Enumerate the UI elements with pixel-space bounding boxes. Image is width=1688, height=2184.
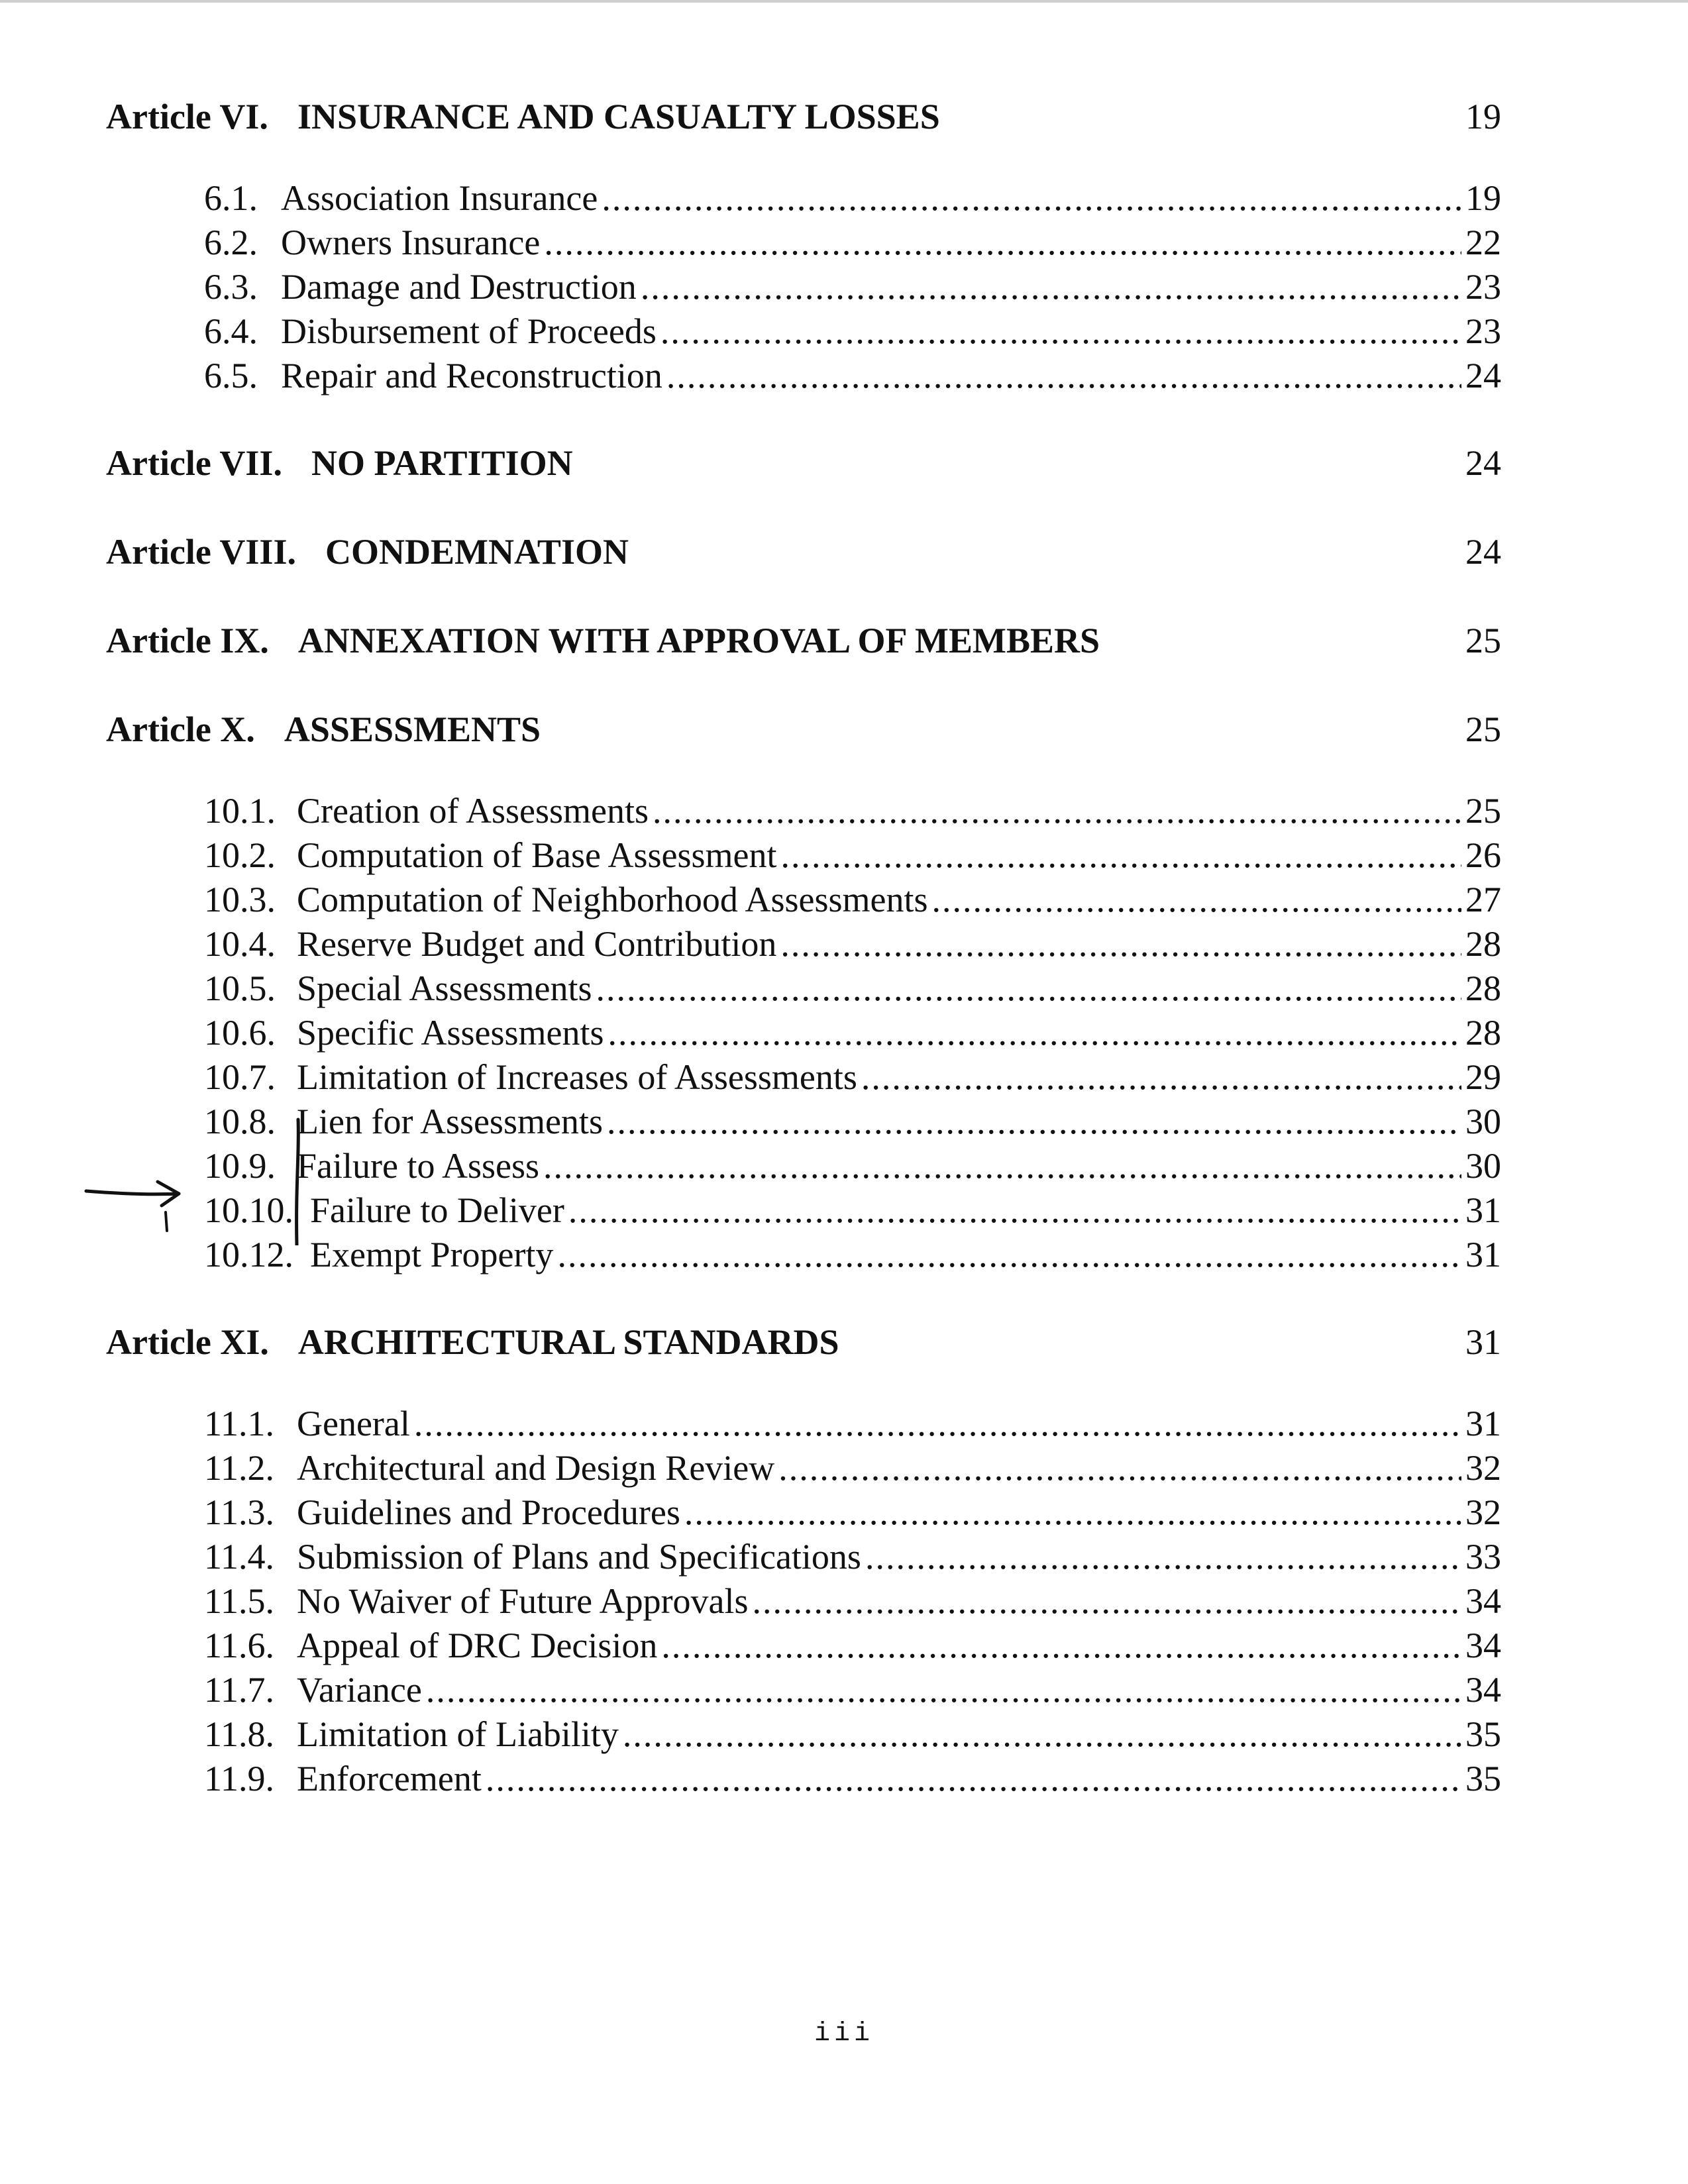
section-entry: [106, 1712, 1501, 1757]
section-title: Enforcement: [297, 1759, 482, 1798]
section-title: Creation of Assessments: [297, 791, 649, 831]
section-title: No Waiver of Future Approvals: [297, 1581, 749, 1621]
dot-leader: [861, 1055, 1461, 1100]
article-heading: [106, 1318, 1501, 1366]
dot-leader: [666, 354, 1461, 398]
section-number: 10.3.: [204, 880, 276, 919]
article-title: ARCHITECTURAL STANDARDS: [297, 1322, 839, 1362]
section-page-number: 24: [1465, 356, 1501, 395]
section-entry: [106, 1668, 1501, 1712]
section-number: 10.2.: [204, 835, 276, 875]
article-page-number: 25: [1465, 709, 1501, 749]
section-number: 6.3.: [204, 267, 258, 307]
section-number: 10.12.: [204, 1235, 293, 1274]
section-number: 11.3.: [204, 1492, 274, 1532]
section-page-number: 30: [1465, 1146, 1501, 1186]
page-number-footer: iii: [814, 2019, 874, 2049]
section-page-number: 33: [1465, 1537, 1501, 1577]
section-page-number: 34: [1465, 1581, 1501, 1621]
scan-edge: [0, 0, 1688, 3]
section-entry: [106, 966, 1501, 1011]
section-number: 11.2.: [204, 1448, 274, 1488]
section-entry: [106, 1490, 1501, 1535]
section-title: Limitation of Increases of Assessments: [297, 1057, 857, 1097]
article-number: Article X.: [106, 709, 255, 749]
article-title: INSURANCE AND CASUALTY LOSSES: [297, 97, 940, 136]
dot-leader: [780, 922, 1461, 966]
section-title: Repair and Reconstruction: [281, 356, 662, 395]
section-number: 10.5.: [204, 968, 276, 1008]
section-page-number: 25: [1465, 791, 1501, 831]
section-page-number: 27: [1465, 880, 1501, 919]
section-title: Appeal of DRC Decision: [297, 1626, 658, 1665]
section-number: 10.1.: [204, 791, 276, 831]
section-title: Reserve Budget and Contribution: [297, 924, 777, 964]
section-title: Owners Insurance: [281, 223, 541, 262]
section-page-number: 26: [1465, 835, 1501, 875]
article-page-number: 19: [1465, 97, 1501, 136]
section-page-number: 35: [1465, 1714, 1501, 1754]
article-number: Article VIII.: [106, 532, 296, 572]
section-title: Lien for Assessments: [297, 1102, 603, 1141]
section-entry: [106, 1011, 1501, 1055]
section-title: Failure to Assess: [297, 1146, 540, 1186]
dot-leader: [557, 1233, 1461, 1277]
section-title: Architectural and Design Review: [297, 1448, 775, 1488]
section-page-number: 23: [1465, 267, 1501, 307]
dot-leader: [426, 1668, 1461, 1712]
article-number: Article VII.: [106, 443, 282, 483]
section-page-number: 28: [1465, 1013, 1501, 1053]
section-number: 10.7.: [204, 1057, 276, 1097]
section-number: 6.1.: [204, 178, 258, 218]
article-heading: [106, 617, 1501, 664]
handwritten-arrow-icon: [79, 1113, 331, 1245]
section-number: 10.6.: [204, 1013, 276, 1053]
section-title: Computation of Base Assessment: [297, 835, 777, 875]
section-number: 10.9.: [204, 1146, 276, 1186]
section-entry: [106, 1446, 1501, 1490]
dot-leader: [661, 1624, 1461, 1668]
dot-leader: [414, 1402, 1461, 1446]
dot-leader: [660, 309, 1461, 354]
article-heading: [106, 528, 1501, 576]
section-number: 11.7.: [204, 1670, 274, 1710]
section-title: Exempt Property: [310, 1235, 554, 1274]
section-number: 11.1.: [204, 1404, 274, 1443]
section-entry: [106, 1402, 1501, 1446]
dot-leader: [486, 1757, 1461, 1801]
dot-leader: [568, 1188, 1461, 1233]
dot-leader: [602, 176, 1461, 221]
section-entry: [106, 1579, 1501, 1624]
section-number: 11.9.: [204, 1759, 274, 1798]
article-heading: [106, 93, 1501, 140]
dot-leader: [596, 966, 1461, 1011]
section-page-number: 32: [1465, 1448, 1501, 1488]
section-entry: [106, 354, 1501, 398]
section-entry: [106, 922, 1501, 966]
section-title: Computation of Neighborhood Assessments: [297, 880, 928, 919]
section-number: 11.6.: [204, 1626, 274, 1665]
section-list: [106, 176, 1501, 398]
section-page-number: 32: [1465, 1492, 1501, 1532]
section-title: Special Assessments: [297, 968, 592, 1008]
article-number: Article VI.: [106, 97, 268, 136]
article-title: ANNEXATION WITH APPROVAL OF MEMBERS: [297, 621, 1100, 660]
section-title: Guidelines and Procedures: [297, 1492, 680, 1532]
section-title: Failure to Deliver: [310, 1190, 564, 1230]
article-title: NO PARTITION: [311, 443, 573, 483]
article-page-number: 24: [1465, 443, 1501, 483]
dot-leader: [641, 265, 1461, 309]
section-title: Association Insurance: [281, 178, 598, 218]
section-title: Specific Assessments: [297, 1013, 604, 1053]
section-number: 6.5.: [204, 356, 258, 395]
section-entry: [106, 1624, 1501, 1668]
article-title: CONDEMNATION: [325, 532, 629, 572]
section-number: 10.8.: [204, 1102, 276, 1141]
section-number: 6.4.: [204, 311, 258, 351]
article-number: Article IX.: [106, 621, 269, 660]
section-number: 11.4.: [204, 1537, 274, 1577]
section-title: Submission of Plans and Specifications: [297, 1537, 861, 1577]
section-entry: [106, 833, 1501, 878]
dot-leader: [778, 1446, 1461, 1490]
section-entry: [106, 1535, 1501, 1579]
section-entry: [106, 878, 1501, 922]
dot-leader: [865, 1535, 1461, 1579]
article-heading: [106, 439, 1501, 487]
section-page-number: 34: [1465, 1626, 1501, 1665]
article-page-number: 24: [1465, 532, 1501, 572]
article-page-number: 25: [1465, 621, 1501, 660]
section-title: Variance: [297, 1670, 422, 1710]
section-page-number: 31: [1465, 1235, 1501, 1274]
dot-leader: [753, 1579, 1461, 1624]
article-page-number: 31: [1465, 1322, 1501, 1362]
table-of-contents: [106, 93, 1501, 1801]
section-number: 10.10.: [204, 1190, 293, 1230]
section-page-number: 31: [1465, 1190, 1501, 1230]
dot-leader: [931, 878, 1461, 922]
section-number: 11.8.: [204, 1714, 274, 1754]
section-entry: [106, 221, 1501, 265]
section-entry: [106, 309, 1501, 354]
section-list: [106, 1402, 1501, 1801]
section-title: General: [297, 1404, 410, 1443]
section-page-number: 23: [1465, 311, 1501, 351]
dot-leader: [653, 789, 1461, 833]
section-entry: [106, 789, 1501, 833]
article-number: Article XI.: [106, 1322, 269, 1362]
section-page-number: 34: [1465, 1670, 1501, 1710]
dot-leader: [544, 221, 1461, 265]
dot-leader: [780, 833, 1461, 878]
section-title: Limitation of Liability: [297, 1714, 619, 1754]
section-page-number: 29: [1465, 1057, 1501, 1097]
dot-leader: [623, 1712, 1461, 1757]
section-entry: [106, 1757, 1501, 1801]
section-number: 6.2.: [204, 223, 258, 262]
section-page-number: 28: [1465, 924, 1501, 964]
section-page-number: 31: [1465, 1404, 1501, 1443]
dot-leader: [684, 1490, 1461, 1535]
article-title: ASSESSMENTS: [284, 709, 541, 749]
section-title: Disbursement of Proceeds: [281, 311, 657, 351]
dot-leader: [607, 1011, 1461, 1055]
section-entry: [106, 1055, 1501, 1100]
section-number: 11.5.: [204, 1581, 274, 1621]
dot-leader: [543, 1144, 1461, 1188]
article-heading: [106, 705, 1501, 753]
section-number: 10.4.: [204, 924, 276, 964]
section-page-number: 28: [1465, 968, 1501, 1008]
section-page-number: 19: [1465, 178, 1501, 218]
section-entry: [106, 265, 1501, 309]
section-title: Damage and Destruction: [281, 267, 637, 307]
dot-leader: [607, 1100, 1461, 1144]
section-page-number: 30: [1465, 1102, 1501, 1141]
section-page-number: 22: [1465, 223, 1501, 262]
section-entry: [106, 176, 1501, 221]
section-page-number: 35: [1465, 1759, 1501, 1798]
